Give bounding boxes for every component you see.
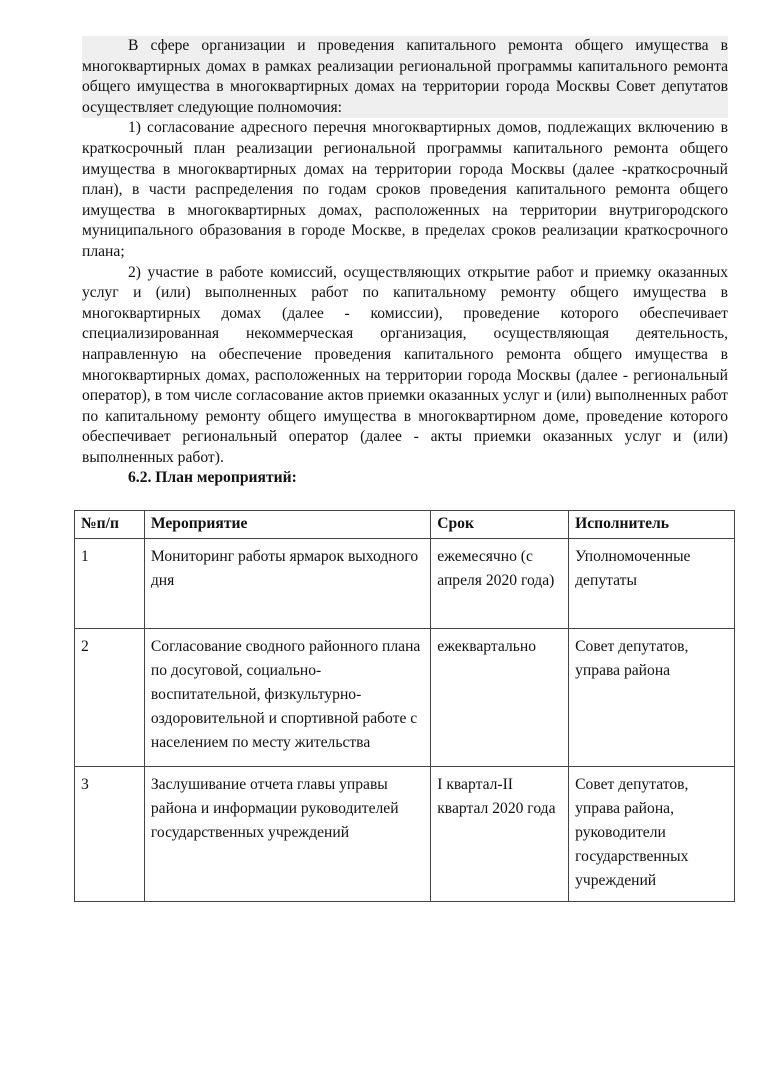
- item-1-paragraph: 1) согласование адресного перечня многоквартирных домов, подлежащих включению в краткосрочный план реализации региональной программы капитального ремонта общего имущества в многоквартирных домах на территории города Москвы (далее -краткосрочный план), в части распределения по годам сроков проведения капитального ремонта общего имущества в многоквартирных домах, расположенных на территории внутригородского муниципального образования в городе Москве, в пределах сроков реализации краткосрочного плана;: [82, 119, 728, 260]
- table-row: [75, 539, 735, 629]
- row-deadline: I квартал-II квартал 2020 года: [431, 767, 569, 902]
- table-row: [75, 629, 735, 767]
- plan-table: [74, 510, 735, 902]
- row-deadline: ежеквартально: [431, 629, 569, 767]
- row-event: Заслушивание отчета главы управы района и информации руководителей государственных учреждений: [144, 767, 430, 902]
- section-heading: 6.2. План мероприятий:: [128, 469, 297, 487]
- item-2-paragraph: 2) участие в работе комиссий, осуществляющих открытие работ и приемку оказанных услуг и (или) выполненных работ по капитальному ремонту общего имущества в многоквартирных домах (далее - комиссии), проведение которого обеспечивает специализированная некоммерческая организация, осуществляющая деятельность, направленную на обеспечение проведения капитального ремонта общего имущества в многоквартирных домах, расположенных на территории города Москвы (далее - региональный оператор), в том числе согласование актов приемки оказанных услуг и (или) выполненных работ по капитальному ремонту общего имущества в многоквартирном доме, проведение которого обеспечивает региональный оператор (далее - акты приемки оказанных услуг и (или) выполненных работ).: [82, 263, 728, 466]
- row-number: 1: [75, 539, 145, 629]
- row-number: 2: [75, 629, 145, 767]
- header-number: №п/п: [75, 511, 145, 539]
- intro-paragraph: В сфере организации и проведения капитального ремонта общего имущества в многоквартирных домах в рамках реализации региональной программы капитального ремонта общего имущества в многоквартирных домах на территории города Москвы Совет депутатов осуществляет следующие полномочия:: [82, 36, 728, 118]
- row-executor: Совет депутатов, управа района: [569, 629, 735, 767]
- table-header-row: [75, 511, 735, 539]
- row-number: 3: [75, 767, 145, 902]
- header-executor: Исполнитель: [569, 511, 735, 539]
- row-event: Согласование сводного районного плана по досуговой, социально-воспитательной, физкультурно-оздоровительной и спортивной работе с населением по месту жительства: [144, 629, 430, 767]
- header-deadline: Срок: [431, 511, 569, 539]
- header-event: Мероприятие: [144, 511, 430, 539]
- table-row: [75, 767, 735, 902]
- row-executor: Уполномоченные депутаты: [569, 539, 735, 629]
- row-event: Мониторинг работы ярмарок выходного дня: [144, 539, 430, 629]
- row-deadline: ежемесячно (с апреля 2020 года): [431, 539, 569, 629]
- row-executor: Совет депутатов, управа района, руководители государственных учреждений: [569, 767, 735, 902]
- document-body: [82, 36, 728, 488]
